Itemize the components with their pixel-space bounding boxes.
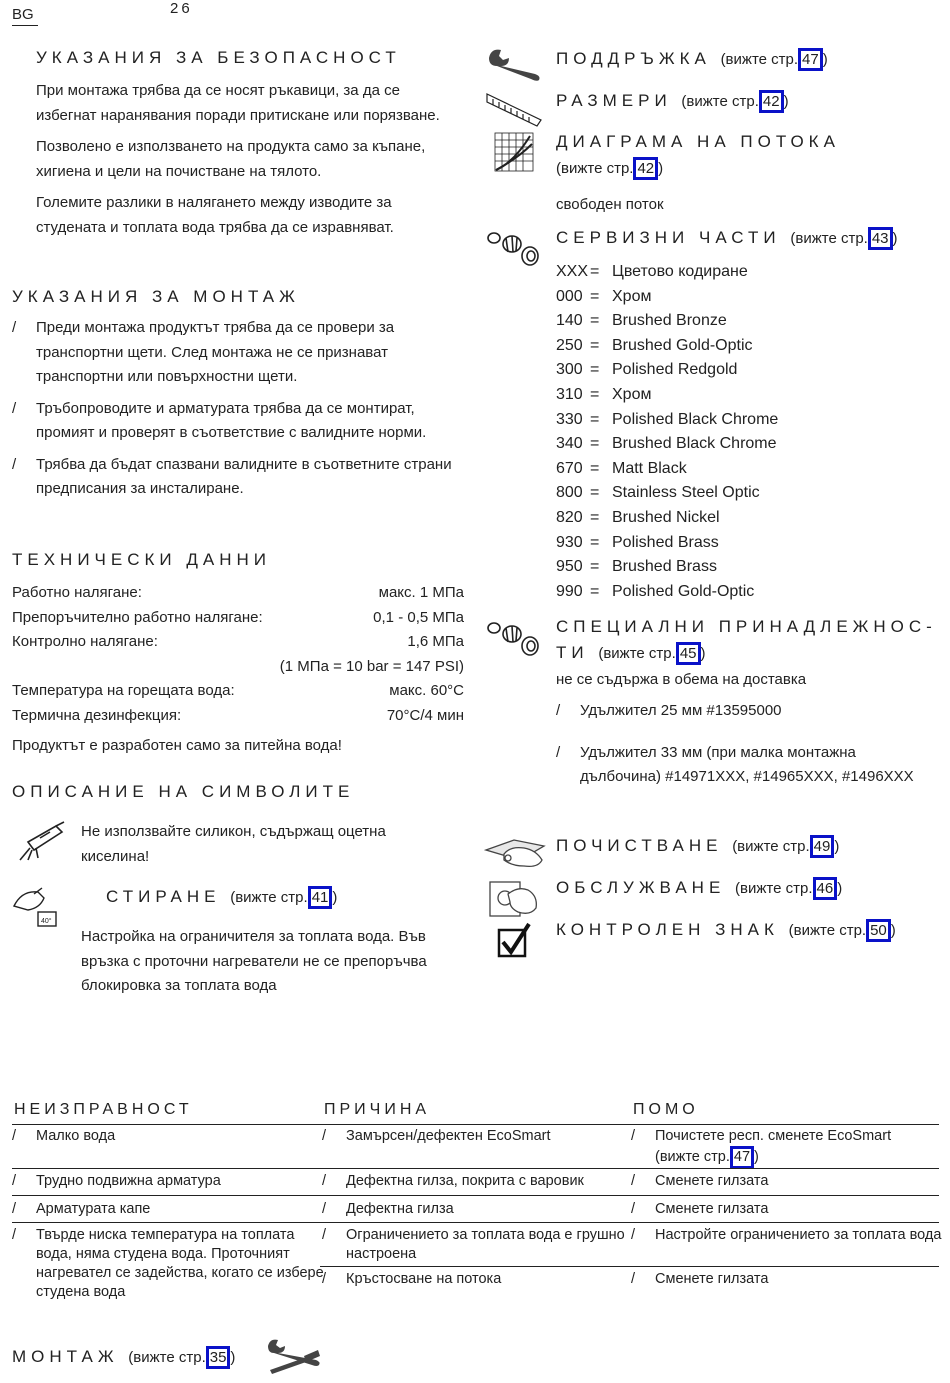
- stir-description: Настройка на ограничителя за топлата вода. Във връзка с проточни нагреватели не се препоръчва блокировка за топлата вода: [81, 928, 427, 994]
- parts-ref: (вижте стр.: [790, 230, 868, 247]
- flow-diagram-title: ДИАГРАМА НА ПОТОКА: [556, 132, 840, 151]
- color-code-row: 930 = Polished Brass: [556, 531, 778, 556]
- remedy-cell: / Сменете гилзата: [631, 1270, 950, 1289]
- cause-cell: / Дефектна гилза, покрита с варовик: [322, 1172, 641, 1191]
- control-ref: (вижте стр.: [788, 922, 867, 939]
- ref-close: ): [834, 838, 840, 855]
- color-code-row: 330 = Polished Black Chrome: [556, 408, 778, 433]
- maintenance-ref: (вижте стр.: [720, 51, 799, 68]
- symbols-title: ОПИСАНИЕ НА СИМВОЛИТЕ: [12, 782, 355, 801]
- ref-close: ): [890, 922, 896, 939]
- ref-close: ): [658, 160, 664, 177]
- operation-hand-icon: [488, 876, 540, 918]
- tech-value: 1,6 MПa: [407, 633, 464, 650]
- ref-close: ): [754, 1149, 759, 1165]
- service-parts-heading: [556, 227, 898, 250]
- row-divider: [12, 1222, 939, 1223]
- svg-text:40°: 40°: [41, 918, 52, 925]
- cleaning-hand-icon: [484, 836, 546, 872]
- service-parts-title: СЕРВИЗНИ ЧАСТИ: [556, 228, 781, 247]
- accessories-ref: (вижте стр.: [598, 645, 676, 662]
- tech-value: макс. 1 MПa: [378, 584, 464, 601]
- cleaning-heading: [556, 835, 839, 858]
- page-link-47[interactable]: 47: [798, 48, 823, 71]
- cause-cell: / Дефектна гилза: [322, 1200, 641, 1219]
- accessories-title-line2: ТИ: [556, 643, 589, 662]
- row-divider: [320, 1266, 939, 1267]
- ref-close: ): [822, 51, 828, 68]
- safety-para-1: При монтажа трябва да се носят ръкавици, за да се избегнат наранявания поради притискане или порязване.: [36, 82, 440, 124]
- color-name: Matt Black: [612, 459, 687, 477]
- safety-para-2: Позволено е използването на продукта само за къпане, хигиена и цели на почистване на тялото.: [36, 138, 426, 180]
- tech-label: Контролно налягане:: [12, 633, 158, 650]
- color-code-row: 310 = Хром: [556, 383, 778, 408]
- accessories-icon: [486, 616, 542, 658]
- remedy-ref: (вижте стр.: [655, 1149, 730, 1165]
- remedy-cell: [631, 1127, 950, 1169]
- color-code: 340: [556, 435, 583, 453]
- color-name: Цветово кодиране: [612, 263, 748, 280]
- accessories-title-line1: СПЕЦИАЛНИ ПРИНАДЛЕЖНОС-: [556, 617, 937, 636]
- temperature-limiter-icon: [12, 884, 60, 928]
- dimensions-ref: (вижте стр.: [681, 93, 759, 110]
- color-name: Brushed Black Chrome: [612, 435, 777, 453]
- assembly-notes-list: [12, 316, 462, 502]
- color-code: 300: [556, 361, 583, 379]
- color-name: Polished Black Chrome: [612, 410, 779, 428]
- cleaning-ref: (вижте стр.: [732, 838, 810, 855]
- ref-close: ): [783, 93, 789, 110]
- operation-heading: [556, 877, 842, 900]
- color-name: Polished Redgold: [612, 361, 738, 379]
- page-link-47[interactable]: 47: [730, 1146, 754, 1169]
- fault-column-header: НЕИЗПРАВНОСТ: [14, 1101, 193, 1118]
- safety-title: УКАЗАНИЯ ЗА БЕЗОПАСНОСТ: [36, 48, 401, 67]
- tech-value: 70°C/4 мин: [386, 706, 464, 724]
- tech-value: 0,1 - 0,5 MПa: [373, 608, 464, 626]
- accessories-list: [556, 699, 916, 790]
- color-code-list: [556, 260, 778, 604]
- tech-label: Термична дезинфекция:: [12, 706, 182, 724]
- row-divider: [12, 1195, 939, 1196]
- flow-diagram-ref: [556, 157, 663, 180]
- accessory-item-2: / Удължител 33 мм (при малка монтажна дълбочина) #14971XXX, #14965XXX, #1496XXX: [556, 741, 916, 790]
- maintenance-heading: [556, 48, 828, 71]
- cause-cell: / Замърсен/дефектен EcoSmart: [322, 1127, 641, 1146]
- assembly-note-3: / Трябва да бъдат спазвани валидните в съответните страни предписания за инсталиране.: [12, 453, 462, 502]
- tech-title: ТЕХНИЧЕСКИ ДАННИ: [12, 550, 271, 569]
- tech-row: [12, 679, 464, 704]
- page-link-41[interactable]: 41: [308, 886, 333, 909]
- fault-cell: / Твърде ниска температура на топлата вода, няма студена вода. Проточният нагревател се задейства, когато се избере студена вода: [12, 1226, 332, 1302]
- dimensions-heading: [556, 90, 789, 113]
- accessory-item-1: / Удължител 25 мм #13595000: [556, 699, 916, 724]
- montage-heading: [12, 1346, 235, 1369]
- color-code: 950: [556, 558, 583, 576]
- color-code-row: 300 = Polished Redgold: [556, 358, 778, 383]
- service-parts-icon: [486, 226, 542, 268]
- page-link-49[interactable]: 49: [810, 835, 835, 858]
- flow-ref: (вижте стр.: [556, 160, 634, 177]
- free-flow-label: свободен поток: [556, 196, 664, 213]
- remedy-cell: / Сменете гилзата: [631, 1172, 950, 1191]
- tech-row: [12, 581, 464, 606]
- color-name: Brushed Bronze: [612, 312, 727, 330]
- assembly-note-2: / Тръбопроводите и арматурата трябва да се монтират, промият и проверят в съответствие с валидните норми.: [12, 397, 462, 446]
- remedy-text: Почистете респ. сменете EcoSmart: [655, 1128, 892, 1144]
- color-code: 330: [556, 410, 583, 428]
- color-code: 930: [556, 533, 583, 551]
- control-mark-title: КОНТРОЛЕН ЗНАК: [556, 920, 779, 939]
- color-name: Хром: [612, 385, 652, 403]
- ref-close: ): [892, 230, 898, 247]
- cause-cell: / Ограничението за топлата вода е грушно настроена: [322, 1226, 636, 1264]
- color-name: Brushed Nickel: [612, 508, 720, 526]
- tech-row: [12, 655, 464, 680]
- montage-ref: (вижте стр.: [128, 1349, 206, 1366]
- color-code-row: 140 = Brushed Bronze: [556, 309, 778, 334]
- fault-cell: / Малко вода: [12, 1127, 326, 1146]
- color-code-row: 340 = Brushed Black Chrome: [556, 432, 778, 457]
- checkmark-icon: [496, 922, 532, 960]
- tech-row: [12, 630, 464, 655]
- remedy-cell: / Настройте ограничението за топлата вода: [631, 1226, 950, 1245]
- assembly-note-1: / Преди монтажа продуктът трябва да се провери за транспортни щети. След монтажа не се признават транспортни или повърхностни щети.: [12, 316, 462, 390]
- control-mark-heading: [556, 919, 896, 942]
- safety-para-3: Големите разлики в налягането между изводите за студената и топлата вода трябва да се изравняват.: [36, 194, 394, 236]
- color-name: Brushed Gold-Optic: [612, 336, 753, 354]
- montage-title: МОНТАЖ: [12, 1347, 119, 1366]
- maintenance-title: ПОДДРЪЖКА: [556, 49, 711, 68]
- color-code-row: 800 = Stainless Steel Optic: [556, 481, 778, 506]
- dimensions-title: РАЗМЕРИ: [556, 91, 672, 110]
- color-code: 310: [556, 385, 583, 403]
- color-code: XXX: [556, 263, 589, 280]
- page-link-42[interactable]: 42: [633, 157, 658, 180]
- ref-close: ): [230, 1349, 236, 1366]
- language-code: BG: [12, 6, 38, 26]
- assembly-notes-title: УКАЗАНИЯ ЗА МОНТАЖ: [12, 287, 300, 306]
- tech-row: [12, 606, 464, 631]
- fault-cell: / Арматурата капе: [12, 1200, 326, 1219]
- wrench-icon: [485, 44, 543, 82]
- color-name: Brushed Brass: [612, 558, 717, 576]
- row-divider: [12, 1168, 939, 1169]
- ref-close: ): [837, 880, 843, 897]
- tech-label: Работно налягане:: [12, 584, 142, 601]
- tech-value: макс. 60°C: [389, 682, 464, 699]
- accessories-heading: [556, 642, 706, 665]
- tech-value: (1 MПa = 10 bar = 147 PSI): [279, 657, 464, 675]
- stir-ref: (вижте стр.: [230, 889, 308, 906]
- page-link-43[interactable]: 43: [868, 227, 893, 250]
- color-code-row: 250 = Brushed Gold-Optic: [556, 334, 778, 359]
- stir-heading: [106, 886, 337, 909]
- color-code: 800: [556, 484, 583, 502]
- ref-close: ): [332, 889, 338, 906]
- tech-label: Препоръчително работно налягане:: [12, 608, 263, 626]
- cause-column-header: ПРИЧИНА: [324, 1101, 431, 1118]
- color-code: 140: [556, 312, 583, 330]
- ref-close: ): [700, 645, 706, 662]
- color-code: 000: [556, 287, 583, 305]
- remedy-cell: / Сменете гилзата: [631, 1200, 950, 1219]
- accessories-note: не се съдържа в обема на доставка: [556, 671, 807, 688]
- silicone-gun-icon: [16, 820, 66, 862]
- page-number: 26: [170, 0, 193, 17]
- flow-chart-icon: [494, 132, 534, 172]
- tech-label: Температура на горещата вода:: [12, 682, 235, 699]
- fault-cell: / Трудно подвижна арматура: [12, 1172, 326, 1191]
- color-code: 670: [556, 459, 583, 477]
- remedy-column-header: ПОМО: [633, 1101, 699, 1118]
- color-name: Stainless Steel Optic: [612, 484, 760, 502]
- operation-title: ОБСЛУЖВАНЕ: [556, 878, 726, 897]
- page-link-50[interactable]: 50: [866, 919, 891, 942]
- color-name: Polished Gold-Optic: [612, 582, 755, 600]
- color-code-row: 990 = Polished Gold-Optic: [556, 580, 778, 605]
- stir-title: СТИРАНЕ: [106, 887, 221, 906]
- color-code: 250: [556, 336, 583, 354]
- page-link-46[interactable]: 46: [813, 877, 838, 900]
- page-link-42[interactable]: 42: [759, 90, 784, 113]
- drinking-water-note: Продуктът е разработен само за питейна вода!: [12, 737, 342, 754]
- color-code: 820: [556, 508, 583, 526]
- silicone-warning: Не използвайте силикон, съдържащ оцетна киселина!: [81, 823, 386, 865]
- cause-cell: / Кръстосване на потока: [322, 1270, 641, 1289]
- color-code-row: 670 = Matt Black: [556, 457, 778, 482]
- tech-table: [12, 581, 464, 728]
- color-code-row: 000 = Хром: [556, 285, 778, 310]
- tech-row: [12, 704, 464, 729]
- page-link-35[interactable]: 35: [206, 1346, 231, 1369]
- ruler-icon: [485, 90, 545, 128]
- table-header-rule: [12, 1124, 939, 1125]
- color-code-row: 820 = Brushed Nickel: [556, 506, 778, 531]
- tools-icon: [264, 1336, 322, 1376]
- cleaning-title: ПОЧИСТВАНЕ: [556, 836, 723, 855]
- operation-ref: (вижте стр.: [735, 880, 813, 897]
- color-name: Polished Brass: [612, 533, 719, 551]
- color-name: Хром: [612, 287, 652, 305]
- color-code-row: XXX = Цветово кодиране: [556, 260, 778, 285]
- page-link-45[interactable]: 45: [676, 642, 701, 665]
- safety-text: [36, 79, 461, 240]
- color-code: 990: [556, 582, 583, 600]
- color-code-row: 950 = Brushed Brass: [556, 555, 778, 580]
